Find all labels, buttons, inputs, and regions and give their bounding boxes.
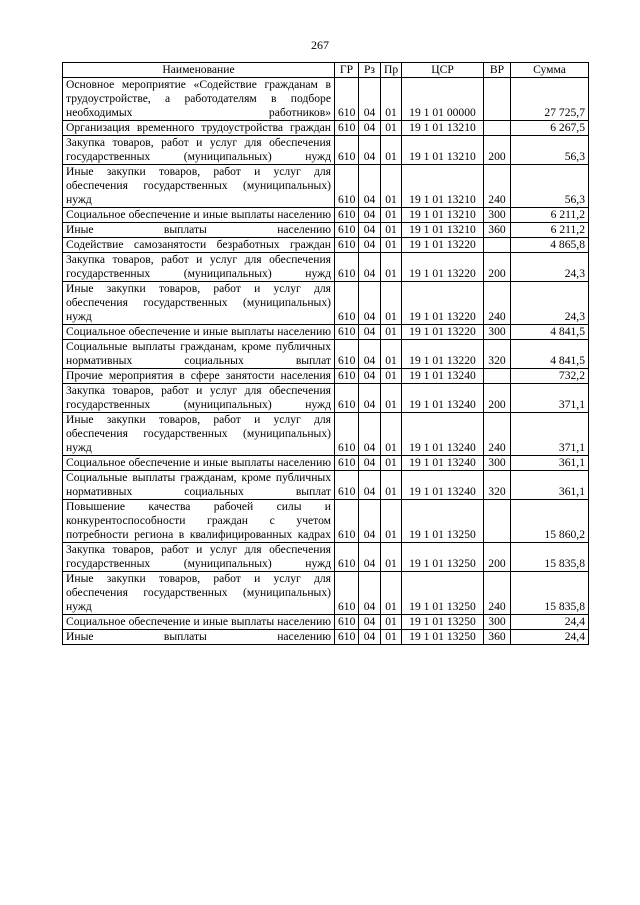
cell-pr: 01 [381, 630, 402, 645]
cell-pr: 01 [381, 238, 402, 253]
cell-rz: 04 [359, 456, 381, 471]
cell-gr: 610 [335, 282, 359, 325]
cell-sum: 24,4 [511, 615, 589, 630]
cell-vr: 300 [484, 615, 511, 630]
cell-gr: 610 [335, 543, 359, 572]
cell-pr: 01 [381, 384, 402, 413]
cell-name: Закупка товаров, работ и услуг для обеспечения государственных (муниципальных) нужд [63, 384, 335, 413]
table-row [63, 136, 589, 165]
cell-name: Организация временного трудоустройства граждан [63, 121, 335, 136]
cell-vr: 360 [484, 223, 511, 238]
cell-csr: 19 1 01 00000 [402, 78, 484, 121]
cell-pr: 01 [381, 340, 402, 369]
cell-csr: 19 1 01 13240 [402, 456, 484, 471]
cell-sum: 371,1 [511, 384, 589, 413]
cell-pr: 01 [381, 471, 402, 500]
cell-gr: 610 [335, 340, 359, 369]
table-row [63, 456, 589, 471]
cell-pr: 01 [381, 413, 402, 456]
page-number: 267 [311, 38, 329, 52]
cell-sum: 27 725,7 [511, 78, 589, 121]
cell-sum: 15 835,8 [511, 572, 589, 615]
cell-vr: 240 [484, 572, 511, 615]
cell-rz: 04 [359, 572, 381, 615]
cell-sum: 361,1 [511, 456, 589, 471]
cell-sum: 6 211,2 [511, 223, 589, 238]
cell-rz: 04 [359, 413, 381, 456]
cell-vr: 360 [484, 630, 511, 645]
cell-gr: 610 [335, 384, 359, 413]
cell-pr: 01 [381, 369, 402, 384]
table-row [63, 384, 589, 413]
cell-csr: 19 1 01 13240 [402, 413, 484, 456]
header-pr: Пр [381, 63, 402, 78]
cell-vr: 300 [484, 325, 511, 340]
cell-pr: 01 [381, 543, 402, 572]
table-row [63, 238, 589, 253]
cell-rz: 04 [359, 369, 381, 384]
cell-csr: 19 1 01 13210 [402, 136, 484, 165]
cell-rz: 04 [359, 325, 381, 340]
cell-name: Иные закупки товаров, работ и услуг для обеспечения государственных (муниципальных) нужд [63, 165, 335, 208]
cell-name: Социальное обеспечение и иные выплаты населению [63, 456, 335, 471]
cell-sum: 6 267,5 [511, 121, 589, 136]
cell-csr: 19 1 01 13220 [402, 282, 484, 325]
cell-pr: 01 [381, 208, 402, 223]
cell-rz: 04 [359, 136, 381, 165]
header-gr: ГР [335, 63, 359, 78]
cell-csr: 19 1 01 13250 [402, 543, 484, 572]
cell-vr: 300 [484, 208, 511, 223]
cell-sum: 732,2 [511, 369, 589, 384]
cell-gr: 610 [335, 471, 359, 500]
cell-csr: 19 1 01 13210 [402, 165, 484, 208]
cell-pr: 01 [381, 78, 402, 121]
cell-gr: 610 [335, 208, 359, 223]
cell-sum: 24,3 [511, 253, 589, 282]
cell-pr: 01 [381, 121, 402, 136]
cell-sum: 4 841,5 [511, 340, 589, 369]
cell-rz: 04 [359, 78, 381, 121]
cell-gr: 610 [335, 456, 359, 471]
cell-gr: 610 [335, 572, 359, 615]
table-row [63, 615, 589, 630]
cell-rz: 04 [359, 121, 381, 136]
cell-sum: 361,1 [511, 471, 589, 500]
cell-gr: 610 [335, 325, 359, 340]
cell-rz: 04 [359, 615, 381, 630]
cell-name: Закупка товаров, работ и услуг для обеспечения государственных (муниципальных) нужд [63, 253, 335, 282]
table-row [63, 630, 589, 645]
cell-csr: 19 1 01 13250 [402, 630, 484, 645]
cell-gr: 610 [335, 615, 359, 630]
cell-pr: 01 [381, 282, 402, 325]
cell-vr: 200 [484, 253, 511, 282]
cell-name: Прочие мероприятия в сфере занятости населения [63, 369, 335, 384]
cell-csr: 19 1 01 13210 [402, 121, 484, 136]
table-header-row [63, 63, 589, 78]
cell-vr: 200 [484, 384, 511, 413]
cell-vr: 200 [484, 136, 511, 165]
cell-rz: 04 [359, 471, 381, 500]
cell-gr: 610 [335, 238, 359, 253]
cell-name: Содействие самозанятости безработных граждан [63, 238, 335, 253]
cell-vr [484, 121, 511, 136]
cell-vr [484, 238, 511, 253]
cell-sum: 15 835,8 [511, 543, 589, 572]
cell-vr [484, 500, 511, 543]
cell-gr: 610 [335, 121, 359, 136]
cell-vr: 200 [484, 543, 511, 572]
table-row [63, 369, 589, 384]
cell-name: Основное мероприятие «Содействие гражданам в трудоустройстве, а работодателям в подборе необходимых работников» [63, 78, 335, 121]
cell-sum: 6 211,2 [511, 208, 589, 223]
cell-gr: 610 [335, 500, 359, 543]
cell-vr [484, 369, 511, 384]
cell-name: Иные закупки товаров, работ и услуг для обеспечения государственных (муниципальных) нужд [63, 413, 335, 456]
cell-pr: 01 [381, 456, 402, 471]
header-csr: ЦСР [402, 63, 484, 78]
header-vr: ВР [484, 63, 511, 78]
table-row [63, 253, 589, 282]
cell-vr: 240 [484, 165, 511, 208]
cell-vr: 240 [484, 413, 511, 456]
cell-csr: 19 1 01 13220 [402, 325, 484, 340]
cell-name: Повышение качества рабочей силы и конкурентоспособности граждан с учетом потребности региона в квалифицированных кадрах [63, 500, 335, 543]
cell-name: Иные выплаты населению [63, 630, 335, 645]
table-row [63, 340, 589, 369]
cell-sum: 4 865,8 [511, 238, 589, 253]
table-row [63, 543, 589, 572]
cell-gr: 610 [335, 78, 359, 121]
header-name: Наименование [63, 63, 335, 78]
cell-sum: 371,1 [511, 413, 589, 456]
cell-sum: 24,4 [511, 630, 589, 645]
table-row [63, 121, 589, 136]
cell-sum: 56,3 [511, 136, 589, 165]
header-sum: Сумма [511, 63, 589, 78]
table-body [63, 78, 589, 645]
cell-rz: 04 [359, 630, 381, 645]
cell-gr: 610 [335, 253, 359, 282]
cell-rz: 04 [359, 543, 381, 572]
cell-pr: 01 [381, 572, 402, 615]
cell-gr: 610 [335, 136, 359, 165]
cell-pr: 01 [381, 615, 402, 630]
table-row [63, 500, 589, 543]
table-row [63, 325, 589, 340]
cell-pr: 01 [381, 325, 402, 340]
cell-name: Закупка товаров, работ и услуг для обеспечения государственных (муниципальных) нужд [63, 136, 335, 165]
table-row [63, 78, 589, 121]
cell-pr: 01 [381, 253, 402, 282]
cell-csr: 19 1 01 13250 [402, 572, 484, 615]
cell-name: Закупка товаров, работ и услуг для обеспечения государственных (муниципальных) нужд [63, 543, 335, 572]
cell-name: Иные закупки товаров, работ и услуг для обеспечения государственных (муниципальных) нужд [63, 282, 335, 325]
cell-rz: 04 [359, 340, 381, 369]
cell-name: Социальное обеспечение и иные выплаты населению [63, 325, 335, 340]
cell-rz: 04 [359, 384, 381, 413]
cell-rz: 04 [359, 238, 381, 253]
cell-csr: 19 1 01 13220 [402, 253, 484, 282]
cell-csr: 19 1 01 13220 [402, 238, 484, 253]
cell-pr: 01 [381, 165, 402, 208]
cell-gr: 610 [335, 165, 359, 208]
cell-pr: 01 [381, 500, 402, 543]
cell-pr: 01 [381, 223, 402, 238]
cell-sum: 15 860,2 [511, 500, 589, 543]
cell-gr: 610 [335, 369, 359, 384]
table-row [63, 223, 589, 238]
cell-rz: 04 [359, 223, 381, 238]
cell-csr: 19 1 01 13240 [402, 369, 484, 384]
cell-pr: 01 [381, 136, 402, 165]
table-row [63, 413, 589, 456]
cell-name: Социальные выплаты гражданам, кроме публичных нормативных социальных выплат [63, 340, 335, 369]
cell-csr: 19 1 01 13210 [402, 223, 484, 238]
header-rz: Рз [359, 63, 381, 78]
cell-sum: 56,3 [511, 165, 589, 208]
cell-name: Иные выплаты населению [63, 223, 335, 238]
cell-rz: 04 [359, 165, 381, 208]
cell-csr: 19 1 01 13240 [402, 384, 484, 413]
table-row [63, 471, 589, 500]
cell-vr: 320 [484, 471, 511, 500]
table-row [63, 572, 589, 615]
cell-gr: 610 [335, 413, 359, 456]
cell-vr [484, 78, 511, 121]
cell-name: Социальное обеспечение и иные выплаты населению [63, 615, 335, 630]
cell-vr: 300 [484, 456, 511, 471]
cell-vr: 320 [484, 340, 511, 369]
table-row [63, 282, 589, 325]
cell-csr: 19 1 01 13210 [402, 208, 484, 223]
table-row [63, 208, 589, 223]
cell-csr: 19 1 01 13250 [402, 615, 484, 630]
cell-csr: 19 1 01 13220 [402, 340, 484, 369]
cell-csr: 19 1 01 13250 [402, 500, 484, 543]
cell-name: Социальное обеспечение и иные выплаты населению [63, 208, 335, 223]
cell-rz: 04 [359, 282, 381, 325]
cell-sum: 4 841,5 [511, 325, 589, 340]
cell-vr: 240 [484, 282, 511, 325]
cell-gr: 610 [335, 223, 359, 238]
cell-sum: 24,3 [511, 282, 589, 325]
cell-name: Социальные выплаты гражданам, кроме публичных нормативных социальных выплат [63, 471, 335, 500]
cell-rz: 04 [359, 253, 381, 282]
budget-table [62, 62, 589, 645]
cell-rz: 04 [359, 208, 381, 223]
cell-gr: 610 [335, 630, 359, 645]
cell-csr: 19 1 01 13240 [402, 471, 484, 500]
table-row [63, 165, 589, 208]
cell-name: Иные закупки товаров, работ и услуг для обеспечения государственных (муниципальных) нужд [63, 572, 335, 615]
cell-rz: 04 [359, 500, 381, 543]
